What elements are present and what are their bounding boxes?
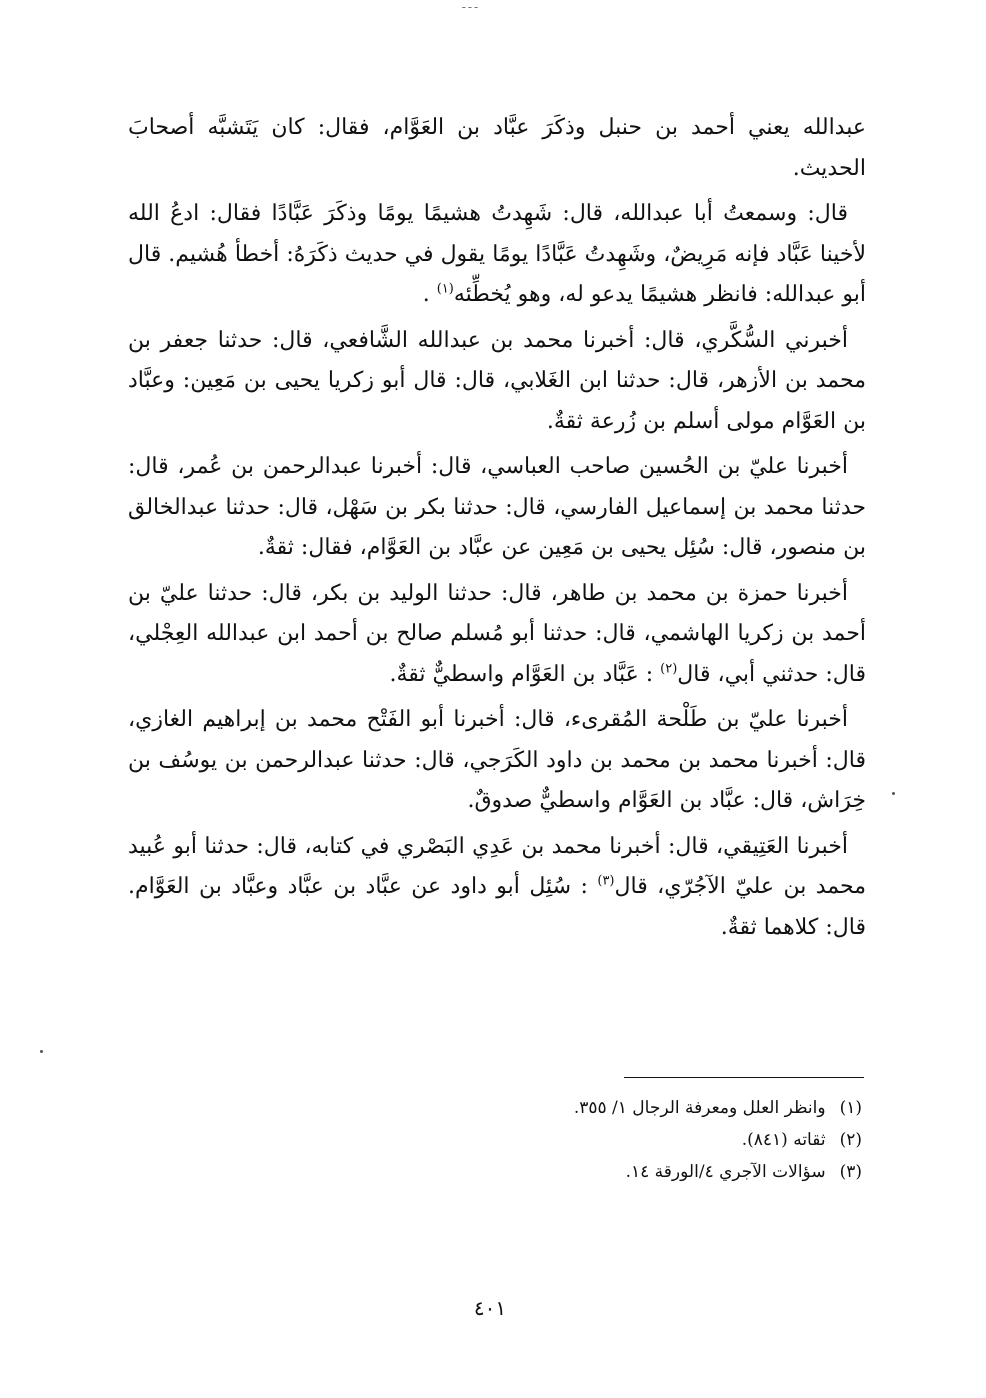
footnote-3-text: سؤالات الآجري ٤/الورقة ١٤. [625,1162,826,1182]
footnote-ref-1[interactable]: (١) [436,281,454,297]
main-text [128,108,866,953]
paragraph-2 [128,194,866,316]
footnote-1-number: (١) [839,1098,862,1118]
paragraph-5 [128,574,866,696]
scan-speck [892,792,895,795]
paragraph-4: أخبرنا عليّ بن الحُسين صاحب العباسي، قال: أخبرنا عبدالرحمن بن عُمر، قال: حدثنا محمد بن إسماعيل الفارسي، قال: حدثنا بكر بن سَهْل، قال: حدثنا عبدالخالق بن منصور، قال: سُئِل يحيى بن مَعِين عن عبَّاد بن العَوَّام، فقال: ثقةٌ. [128,454,866,560]
page-number: ٤٠١ [473,1296,507,1320]
footnote-2-number: (٢) [839,1130,862,1150]
footnote-2-text: ثقاته (٨٤١). [741,1130,826,1150]
footnote-1 [400,1092,862,1124]
paragraph-7 [128,827,866,949]
paragraph-2-text: قال: وسمعتُ أبا عبدالله، قال: شَهِدتُ هشيمًا يومًا وذكَرَ عَبَّادًا فقال: ادعُ الله لأخينا عَبَّاد فإنه مَرِيضٌ، وشَهِدتُ عَبَّادًا يومًا يقول في حديث ذكَرَهُ: أخطأ هُشيم. قال أبو عبدالله: فانظر هشيمًا يدعو له، وهو يُخطِّئه [128,201,866,307]
paragraph-7-end: سُئِل أبو داود عن عبَّاد بن عبَّاد وعبَّاد بن العَوَّام. قال: كلاهما ثقةٌ. [128,874,866,940]
footnote-ref-2[interactable]: (٢) [660,661,678,677]
footnote-2 [400,1124,862,1156]
paragraph-5-text: أخبرنا حمزة بن محمد بن طاهر، قال: حدثنا الوليد بن بكر، قال: حدثنا عليّ بن أحمد بن زكريا الهاشمي، قال: حدثنا أبو مُسلم صالح بن أحمد ابن عبدالله العِجْلي، قال: حدثني أبي، قال [128,580,866,687]
footnote-1-text: وانظر العلل ومعرفة الرجال ١/ ٣٥٥. [573,1098,826,1118]
footnotes [400,1092,862,1188]
paragraph-2-end: . [422,282,430,307]
footnote-divider [624,1077,864,1078]
footnote-ref-3[interactable]: (٣) [597,873,615,889]
paragraph-5-end: : عَبَّاد بن العَوَّام واسطيٌّ ثقةٌ. [389,661,654,687]
paragraph-7-text: أخبرنا العَتِيقي، قال: أخبرنا محمد بن عَدِي البَصْري في كتابه، قال: حدثنا أبو عُبيد محمد بن عليّ الآجُرّي، قال [128,833,867,899]
scan-speck [40,1050,43,1053]
footnote-3-number: (٣) [839,1162,862,1182]
paragraph-3: أخبرني السُّكَّري، قال: أخبرنا محمد بن عبدالله الشَّافعي، قال: حدثنا جعفر بن محمد بن الأزهر، قال: حدثنا ابن الغَلابي، قال: قال أبو زكريا يحيى بن مَعِين: وعبَّاد بن العَوَّام مولى أسلم بن زُرعة ثقةٌ. [128,327,866,434]
paragraph-6: أخبرنا عليّ بن طَلْحة المُقرىء، قال: أخبرنا أبو الفَتْح محمد بن إبراهيم الغازي، قال: أخبرنا محمد بن محمد بن داود الكَرَجي، قال: حدثنا عبدالرحمن بن يوسُف بن خِرَاش، قال: عبَّاد بن العَوَّام واسطيٌّ صدوقٌ. [128,707,866,813]
paragraph-1: عبدالله يعني أحمد بن حنبل وذكَرَ عبَّاد بن العَوَّام، فقال: كان يَتَشبَّه أصحابَ الحديث. [128,115,866,181]
top-marks: ـ ـ ـ [462,0,478,11]
paragraph-7-sep: : [571,874,598,899]
footnote-3 [400,1156,862,1188]
